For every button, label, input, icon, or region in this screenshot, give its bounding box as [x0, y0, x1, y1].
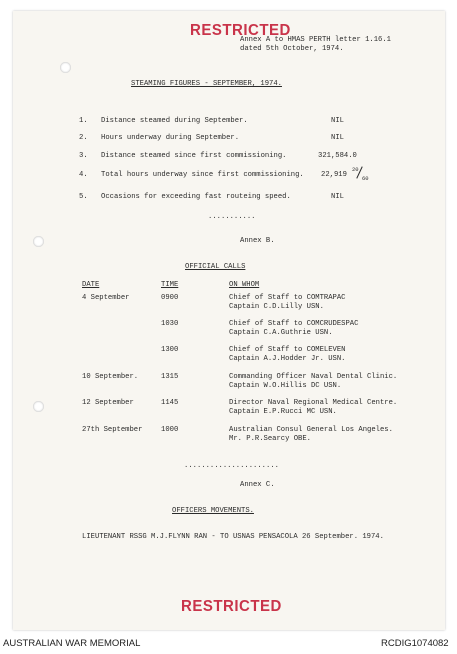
call-time: 1315 — [161, 373, 179, 381]
call-time: 1145 — [161, 399, 179, 407]
call-time: 1000 — [161, 426, 179, 434]
call-person-line1: Chief of Staff to COMELEVEN — [229, 346, 346, 354]
call-person-line1: Chief of Staff to COMCRUDESPAC — [229, 320, 359, 328]
call-person-line1: Director Naval Regional Medical Centre. — [229, 399, 398, 407]
item-number: 5. — [79, 193, 88, 201]
item-value: 22,919 — [321, 171, 347, 179]
item-number: 3. — [79, 152, 88, 160]
footer-reference: RCDIG1074082 — [381, 638, 449, 649]
punch-hole — [60, 62, 71, 73]
official-calls-title: OFFICIAL CALLS — [185, 263, 246, 271]
call-person-line2: Captain C.A.Guthrie USN. — [229, 329, 333, 337]
fraction-numerator: 20 — [352, 166, 359, 173]
column-header-date: DATE — [82, 281, 100, 289]
annex-header-line1: Annex A to HMAS PERTH letter 1.16.1 — [240, 36, 391, 44]
call-person-line2: Captain W.O.Hillis DC USN. — [229, 382, 342, 390]
steaming-title: STEAMING FIGURES - SEPTEMBER, 1974. — [131, 80, 282, 88]
officers-movements-title: OFFICERS MOVEMENTS. — [172, 507, 254, 515]
call-time: 0900 — [161, 294, 179, 302]
footer-source: AUSTRALIAN WAR MEMORIAL — [3, 638, 141, 649]
call-date: 10 September. — [82, 373, 139, 381]
call-time: 1300 — [161, 346, 179, 354]
call-person-line2: Captain E.P.Rucci MC USN. — [229, 408, 337, 416]
call-person-line2: Mr. P.R.Searcy OBE. — [229, 435, 311, 443]
call-date: 4 September — [82, 294, 130, 302]
call-person-line1: Australian Consul General Los Angeles. — [229, 426, 393, 434]
item-label: Hours underway during September. — [101, 134, 240, 142]
item-number: 4. — [79, 171, 88, 179]
call-time: 1030 — [161, 320, 179, 328]
item-value: NIL — [331, 193, 344, 201]
call-person-line1: Commanding Officer Naval Dental Clinic. — [229, 373, 398, 381]
call-person-line2: Captain C.D.Lilly USN. — [229, 303, 324, 311]
item-value: NIL — [331, 117, 344, 125]
restricted-stamp-top: RESTRICTED — [190, 21, 291, 40]
item-label: Occasions for exceeding fast routeing speed. — [101, 193, 291, 201]
column-header-on-whom: ON WHOM — [229, 281, 260, 289]
annex-c-heading: Annex C. — [240, 481, 275, 489]
call-person-line2: Captain A.J.Hodder Jr. USN. — [229, 355, 346, 363]
officer-movement-line: LIEUTENANT RSSG M.J.FLYNN RAN - TO USNAS PENSACOLA 26 September. 1974. — [82, 533, 384, 541]
restricted-stamp-bottom: RESTRICTED — [181, 597, 282, 616]
punch-hole — [33, 236, 44, 247]
item-label: Distance steamed since first commissioning. — [101, 152, 287, 160]
call-date: 27th September — [82, 426, 143, 434]
item-number: 1. — [79, 117, 88, 125]
item-label: Total hours underway since first commissioning. — [101, 171, 304, 179]
item-value: NIL — [331, 134, 344, 142]
call-date: 12 September — [82, 399, 134, 407]
separator: ...................... — [184, 462, 279, 470]
punch-hole — [33, 401, 44, 412]
item-number: 2. — [79, 134, 88, 142]
annex-b-heading: Annex B. — [240, 237, 275, 245]
item-label: Distance steamed during September. — [101, 117, 248, 125]
annex-header-line2: dated 5th October, 1974. — [240, 45, 344, 53]
separator: ........... — [208, 213, 256, 221]
item-value: 321,584.0 — [318, 152, 357, 160]
column-header-time: TIME — [161, 281, 179, 289]
fraction-denominator: 60 — [362, 175, 369, 182]
call-person-line1: Chief of Staff to COMTRAPAC — [229, 294, 346, 302]
